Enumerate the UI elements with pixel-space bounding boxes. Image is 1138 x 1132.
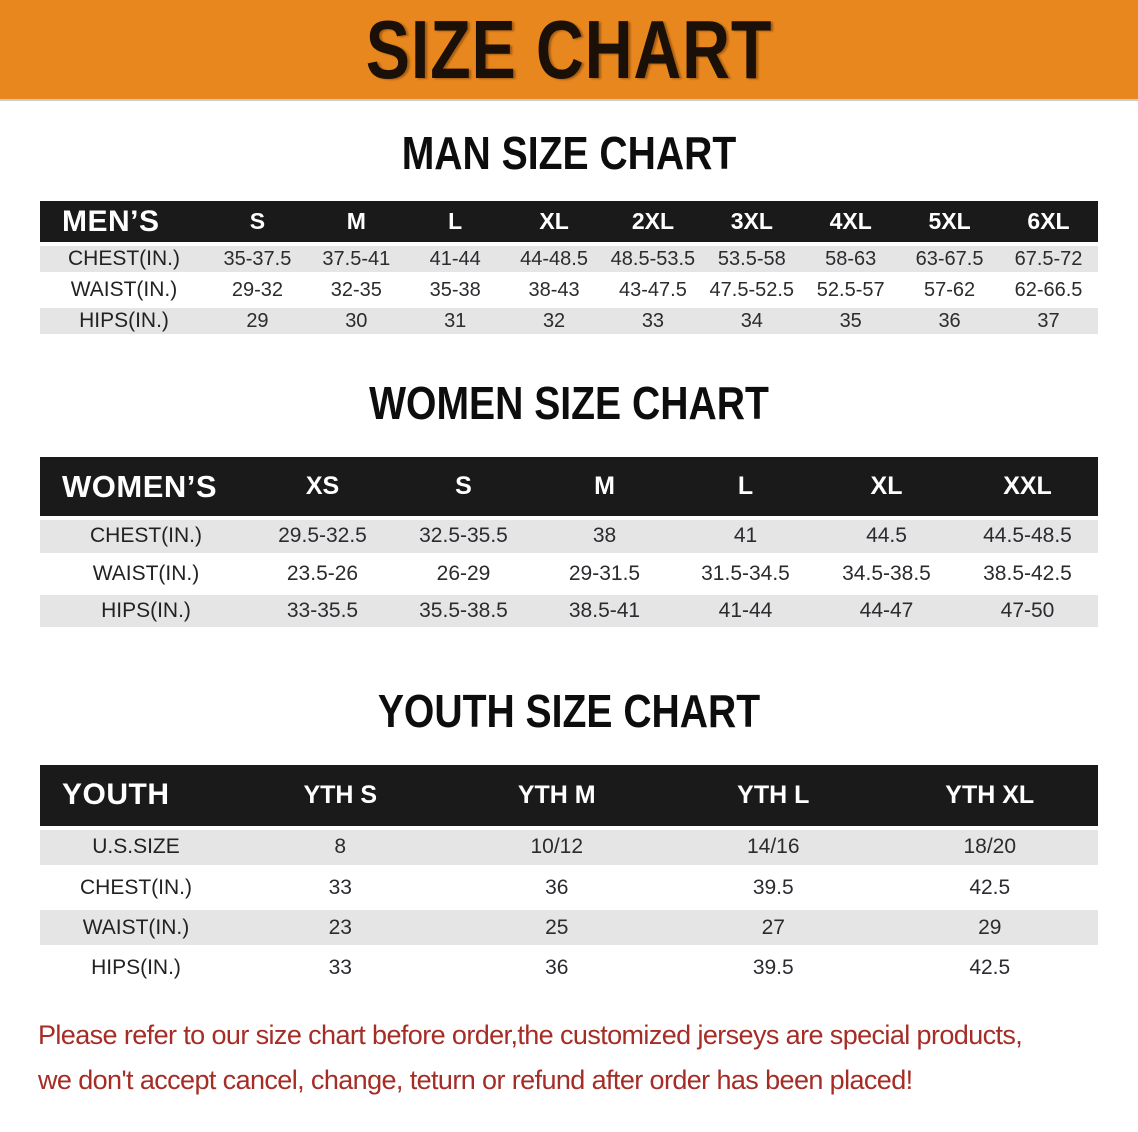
section-heading: WOMEN SIZE CHART [369,377,769,429]
size-column-header: M [307,201,406,244]
size-value-cell: 63-67.5 [900,244,999,275]
section-heading: MAN SIZE CHART [401,127,737,179]
size-value-cell: 8 [232,828,449,868]
size-value-cell: 29.5-32.5 [252,518,393,555]
size-value-cell: 62-66.5 [999,275,1098,306]
size-column-header: YTH S [232,765,449,828]
size-value-cell: 32 [505,306,604,337]
size-value-cell: 44.5 [816,518,957,555]
size-column-header: 2XL [604,201,703,244]
size-value-cell: 41-44 [406,244,505,275]
size-value-cell: 31 [406,306,505,337]
size-value-cell: 38.5-41 [534,592,675,629]
section-youth [0,684,1138,991]
size-value-cell: 32.5-35.5 [393,518,534,555]
row-label: HIPS(IN.) [40,592,252,629]
size-table-header-row [40,457,1098,518]
size-value-cell: 35 [801,306,900,337]
size-value-cell: 10/12 [449,828,666,868]
size-column-header: 5XL [900,201,999,244]
size-value-cell: 41-44 [675,592,816,629]
size-value-cell: 29-32 [208,275,307,306]
size-value-cell: 47.5-52.5 [702,275,801,306]
size-table-header-row [40,201,1098,244]
size-value-cell: 30 [307,306,406,337]
size-column-header: S [208,201,307,244]
row-label: WAIST(IN.) [40,275,208,306]
size-value-cell: 58-63 [801,244,900,275]
size-value-cell: 29 [882,908,1099,948]
size-value-cell: 47-50 [957,592,1098,629]
sections-container [0,126,1138,990]
size-value-cell: 35-38 [406,275,505,306]
size-column-header: YTH L [665,765,882,828]
size-value-cell: 25 [449,908,666,948]
size-value-cell: 33-35.5 [252,592,393,629]
size-column-header: XXL [957,457,1098,518]
size-value-cell: 32-35 [307,275,406,306]
table-row [40,948,1098,988]
size-column-header: YTH XL [882,765,1099,828]
size-column-header: YTH M [449,765,666,828]
size-value-cell: 53.5-58 [702,244,801,275]
size-value-cell: 38-43 [505,275,604,306]
size-value-cell: 33 [232,868,449,908]
footer-note-line-2: we don't accept cancel, change, teturn or refund after order has been placed! [38,1065,913,1095]
size-column-header: 3XL [702,201,801,244]
size-column-header: L [406,201,505,244]
size-column-header: S [393,457,534,518]
size-value-cell: 39.5 [665,948,882,988]
size-value-cell: 36 [449,868,666,908]
size-value-cell: 38 [534,518,675,555]
size-table [40,201,1098,339]
size-table [40,765,1098,991]
table-row [40,518,1098,555]
section-women [0,376,1138,632]
size-value-cell: 31.5-34.5 [675,555,816,592]
size-value-cell: 44-47 [816,592,957,629]
size-table [40,457,1098,632]
size-value-cell: 42.5 [882,948,1099,988]
table-row [40,275,1098,306]
row-label: WAIST(IN.) [40,908,232,948]
size-column-header: XL [816,457,957,518]
section-heading: YOUTH SIZE CHART [377,684,761,737]
size-value-cell: 44.5-48.5 [957,518,1098,555]
section-men [0,126,1138,339]
row-label: WAIST(IN.) [40,555,252,592]
size-column-header: XS [252,457,393,518]
size-column-header: 4XL [801,201,900,244]
size-value-cell: 67.5-72 [999,244,1098,275]
size-value-cell: 34 [702,306,801,337]
table-category-label: MEN’S [40,201,208,244]
size-value-cell: 27 [665,908,882,948]
size-value-cell: 35-37.5 [208,244,307,275]
size-value-cell: 29 [208,306,307,337]
banner-title: SIZE CHART [365,2,773,96]
size-value-cell: 29-31.5 [534,555,675,592]
size-table-body [40,518,1098,629]
size-value-cell: 34.5-38.5 [816,555,957,592]
size-table-head [40,201,1098,244]
table-row [40,592,1098,629]
size-value-cell: 23 [232,908,449,948]
size-column-header: XL [505,201,604,244]
size-column-header: L [675,457,816,518]
size-column-header: 6XL [999,201,1098,244]
size-value-cell: 38.5-42.5 [957,555,1098,592]
size-value-cell: 35.5-38.5 [393,592,534,629]
size-table-head [40,457,1098,518]
size-value-cell: 36 [449,948,666,988]
size-value-cell: 14/16 [665,828,882,868]
size-table-body [40,244,1098,337]
size-value-cell: 37.5-41 [307,244,406,275]
size-value-cell: 44-48.5 [505,244,604,275]
size-table-head [40,765,1098,828]
size-value-cell: 23.5-26 [252,555,393,592]
table-row [40,244,1098,275]
row-label: CHEST(IN.) [40,244,208,275]
size-value-cell: 33 [232,948,449,988]
table-row [40,555,1098,592]
row-label: CHEST(IN.) [40,518,252,555]
size-value-cell: 48.5-53.5 [604,244,703,275]
footer-note-line-1: Please refer to our size chart before order,the customized jerseys are special products, [38,1020,1023,1050]
row-label: HIPS(IN.) [40,948,232,988]
size-value-cell: 57-62 [900,275,999,306]
table-row [40,868,1098,908]
size-table-header-row [40,765,1098,828]
table-row [40,828,1098,868]
size-value-cell: 37 [999,306,1098,337]
size-table-body [40,828,1098,988]
row-label: U.S.SIZE [40,828,232,868]
size-value-cell: 52.5-57 [801,275,900,306]
row-label: CHEST(IN.) [40,868,232,908]
table-category-label: YOUTH [40,765,232,828]
row-label: HIPS(IN.) [40,306,208,337]
size-value-cell: 33 [604,306,703,337]
table-category-label: WOMEN’S [40,457,252,518]
size-value-cell: 42.5 [882,868,1099,908]
size-value-cell: 36 [900,306,999,337]
table-row [40,908,1098,948]
size-value-cell: 43-47.5 [604,275,703,306]
size-value-cell: 26-29 [393,555,534,592]
footer-note [38,1020,1138,1096]
size-value-cell: 41 [675,518,816,555]
size-value-cell: 18/20 [882,828,1099,868]
table-row [40,306,1098,337]
size-column-header: M [534,457,675,518]
size-value-cell: 39.5 [665,868,882,908]
banner [0,0,1138,101]
